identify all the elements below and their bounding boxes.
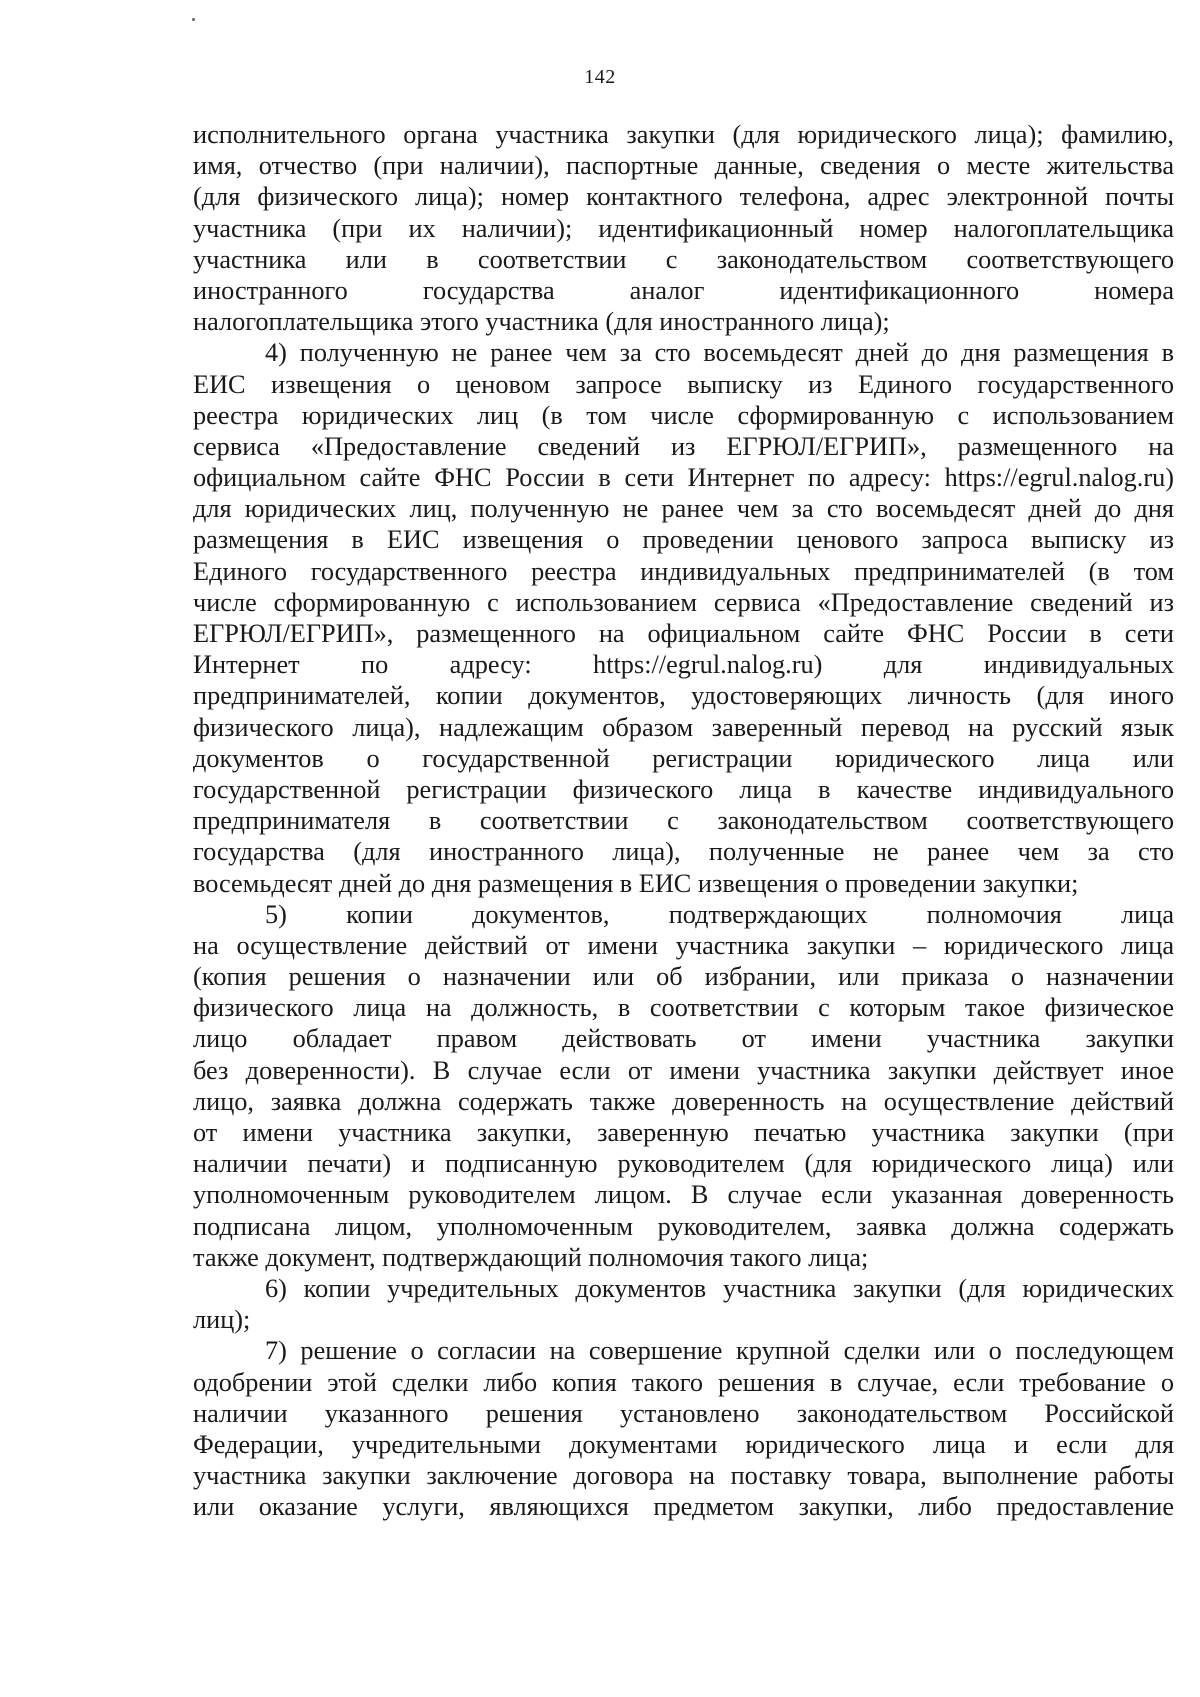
text-line: Интернет по адресу: https://egrul.nalog.ru) для индивидуальных (193, 650, 1174, 680)
text-line: сервиса «Предоставление сведений из ЕГРЮЛ/ЕГРИП», размещенного на (193, 431, 1174, 461)
text-line: предпринимателей, копии документов, удостоверяющих личность (для иного (193, 681, 1174, 711)
text-line: Федерации, учредительными документами юридического лица и если для (193, 1429, 1174, 1459)
text-line: официальном сайте ФНС России в сети Интернет по адресу: https://egrul.nalog.ru) (193, 463, 1174, 493)
text-line: физического лица на должность, в соответствии с которым такое физическое (193, 993, 1174, 1023)
text-line: ЕИС извещения о ценовом запросе выписку из Единого государственного (193, 369, 1174, 399)
text-line: подписана лицом, уполномоченным руководителем, заявка должна содержать (193, 1211, 1174, 1241)
text-line: физического лица), надлежащим образом заверенный перевод на русский язык (193, 712, 1174, 742)
text-line: восемьдесят дней до дня размещения в ЕИС извещения о проведении закупки; (193, 868, 1079, 898)
text-line: (копия решения о назначении или об избрании, или приказа о назначении (193, 962, 1174, 992)
text-line: исполнительного органа участника закупки (для юридического лица); фамилию, (193, 120, 1174, 149)
text-line: 4) полученную не ранее чем за сто восемьдесят дней до дня размещения в (265, 338, 1174, 368)
text-line: наличии указанного решения установлено законодательством Российской (193, 1398, 1174, 1428)
text-line: Единого государственного реестра индивидуальных предпринимателей (в том (193, 556, 1174, 586)
text-line: государственной регистрации физического лица в качестве индивидуального (193, 774, 1174, 804)
text-line: на осуществление действий от имени участника закупки – юридического лица (193, 930, 1174, 960)
text-line: иностранного государства аналог идентификационного номера (193, 275, 1174, 305)
text-line: реестра юридических лиц (в том числе сформированную с использованием (193, 400, 1174, 430)
text-line: государства (для иностранного лица), полученные не ранее чем за сто (193, 837, 1174, 867)
text-line: без доверенности). В случае если от имени участника закупки действует иное (193, 1055, 1174, 1085)
text-line: участника закупки заключение договора на поставку товара, выполнение работы (193, 1461, 1174, 1491)
text-line: размещения в ЕИС извещения о проведении ценового запроса выписку из (193, 525, 1174, 555)
text-line: или оказание услуги, являющихся предметом закупки, либо предоставление (193, 1492, 1174, 1522)
text-line: 5) копии документов, подтверждающих полномочия лица (265, 899, 1174, 929)
text-line: 7) решение о согласии на совершение крупной сделки или о последующем (265, 1336, 1174, 1366)
text-line: лиц); (193, 1305, 251, 1335)
text-line: документов о государственной регистрации юридического лица или (193, 743, 1174, 773)
text-line: от имени участника закупки, заверенную печатью участника закупки (при (193, 1118, 1174, 1147)
text-line: участника (при их наличии); идентификационный номер налогоплательщика (193, 213, 1174, 243)
text-line: имя, отчество (при наличии), паспортные данные, сведения о месте жительства (193, 151, 1174, 181)
text-line: одобрении этой сделки либо копия такого решения в случае, если требование о (193, 1367, 1174, 1397)
text-line: также документ, подтверждающий полномочия такого лица; (193, 1242, 869, 1272)
text-line: (для физического лица); номер контактного телефона, адрес электронной почты (193, 182, 1174, 212)
text-line: лицо обладает правом действовать от имени участника закупки (193, 1024, 1174, 1054)
text-line: лицо, заявка должна содержать также доверенность на осуществление действий (193, 1086, 1174, 1116)
scan-artifact-dot (192, 18, 195, 21)
body-text (193, 119, 1174, 1522)
text-line: ЕГРЮЛ/ЕГРИП», размещенного на официальном сайте ФНС России в сети (193, 619, 1174, 648)
text-line: наличии печати) и подписанную руководителем (для юридического лица) или (193, 1149, 1174, 1179)
text-line: налогоплательщика этого участника (для иностранного лица); (193, 307, 890, 337)
text-line: участника или в соответствии с законодательством соответствующего (193, 244, 1174, 274)
text-line: предпринимателя в соответствии с законодательством соответствующего (193, 806, 1174, 836)
text-line: уполномоченным руководителем лицом. В случае если указанная доверенность (193, 1180, 1174, 1210)
page-number: 142 (584, 66, 616, 88)
text-line: 6) копии учредительных документов участника закупки (для юридических (265, 1273, 1174, 1303)
text-line: для юридических лиц, полученную не ранее чем за сто восемьдесят дней до дня (193, 494, 1174, 524)
text-line: числе сформированную с использованием сервиса «Предоставление сведений из (193, 587, 1174, 617)
